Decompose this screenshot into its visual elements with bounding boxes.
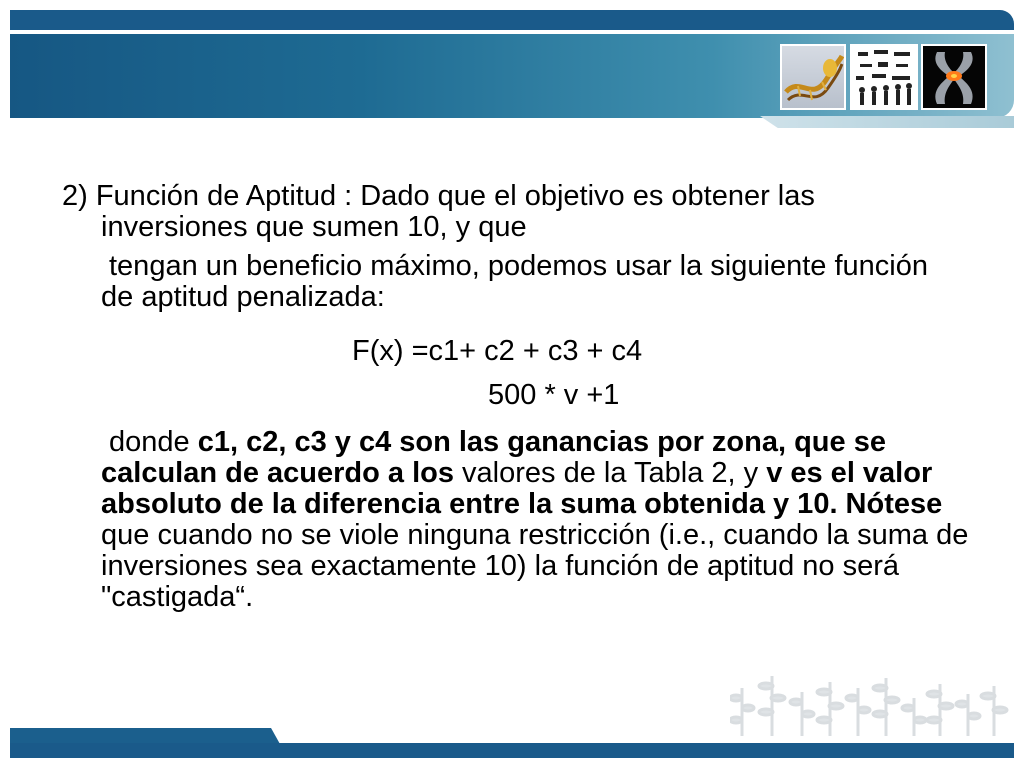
- definition-bold-2: v es el valor absoluto de la diferencia entre la suma obtenida y 10. Nótese: [101, 457, 943, 520]
- header-shelf: [760, 116, 1014, 128]
- dna-helix-image: [780, 44, 846, 110]
- definition-text-3: que cuando no se viole ninguna restricción (i.e., cuando la suma de inversiones sea exactamente 10) la función de aptitud no será "castigada“.: [101, 519, 969, 613]
- intro-continuation-text: tengan un beneficio máximo, podemos usar la siguiente función de aptitud penalizada:: [101, 250, 928, 313]
- plant-decoration: [730, 668, 1010, 738]
- formula-numerator: F(x) =c1+ c2 + c3 + c4: [352, 335, 643, 367]
- chromosome-image: [921, 44, 987, 110]
- definition-paragraph: [62, 427, 997, 613]
- definition-bold-1: c1, c2, c3 y c4 son las ganancias por zona, que se calculan de acuerdo a los: [101, 426, 886, 489]
- definition-text-2: valores de la Tabla 2, y: [453, 457, 767, 489]
- header-top-stripe: [10, 10, 1014, 30]
- definition-text-1: donde: [109, 426, 198, 458]
- footer-bar: [10, 743, 1014, 758]
- slide-body: [62, 180, 969, 613]
- intro-continuation: [62, 251, 958, 313]
- formula-denominator: 500 * v +1: [488, 379, 620, 411]
- intro-paragraph: 2) Función de Aptitud : Dado que el objetivo es obtener las inversiones que sumen 10, y que: [62, 180, 815, 243]
- evolution-image: [850, 44, 918, 110]
